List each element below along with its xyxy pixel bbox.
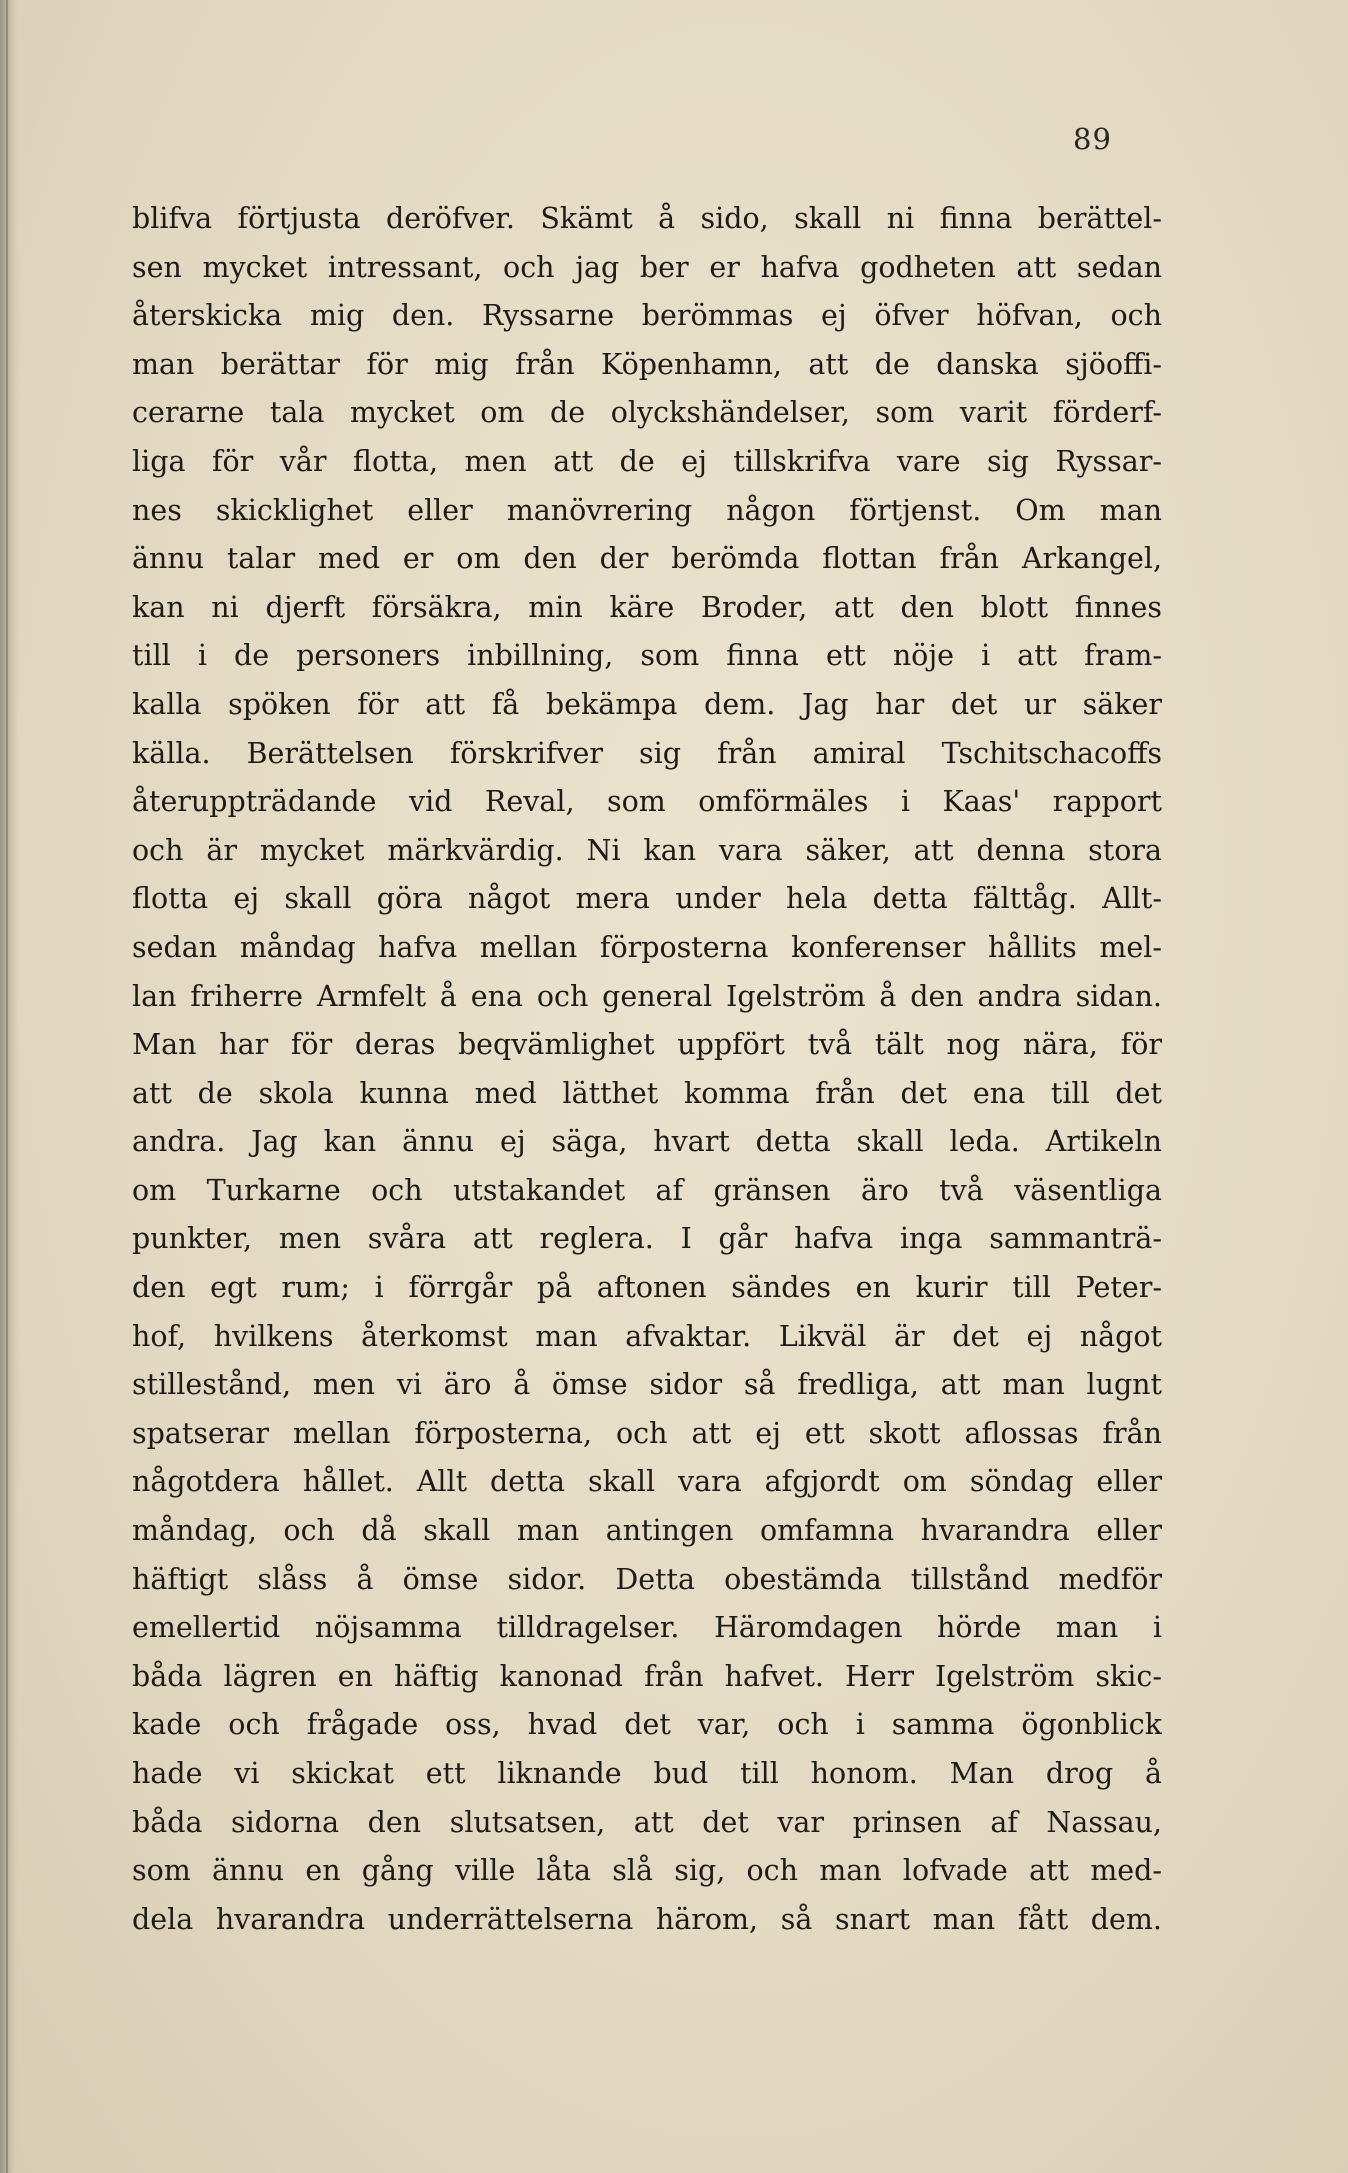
- text-line: emellertid nöjsamma tilldragelser. Häromdagen hörde man i: [132, 1611, 1162, 1645]
- text-line: den egt rum; i förrgår på aftonen sändes en kurir till Peter-: [132, 1271, 1162, 1305]
- text-line: kan ni djerft försäkra, min käre Broder, att den blott finnes: [132, 590, 1162, 624]
- text-line: blifva förtjusta deröfver. Skämt å sido, skall ni finna berättel-: [132, 202, 1162, 235]
- text-line: återuppträdande vid Reval, som omförmäles i Kaas' rapport: [132, 785, 1162, 819]
- text-line: nes skicklighet eller manövrering någon förtjenst. Om man: [132, 493, 1162, 527]
- text-line: hade vi skickat ett liknande bud till honom. Man drog å: [132, 1757, 1162, 1790]
- text-line: till i de personers inbillning, som finna ett nöje i att fram-: [132, 639, 1162, 673]
- text-line: som ännu en gång ville låta slå sig, och man lofvade att med-: [132, 1854, 1162, 1888]
- text-line: kalla spöken för att få bekämpa dem. Jag har det ur säker: [132, 687, 1162, 721]
- text-line: liga för vår flotta, men att de ej tillskrifva vare sig Ryssar-: [132, 444, 1162, 478]
- page-binding-line: [6, 0, 8, 2173]
- text-line: båda sidorna den slutsatsen, att det var prinsen af Nassau,: [132, 1805, 1162, 1839]
- text-line: cerarne tala mycket om de olyckshändelser, som varit förderf-: [132, 396, 1162, 430]
- text-line: stillestånd, men vi äro å ömse sidor så fredliga, att man lugnt: [132, 1368, 1162, 1402]
- text-line: båda lägren en häftig kanonad från hafvet. Herr Igelström skic-: [132, 1659, 1162, 1693]
- text-line: häftigt slåss å ömse sidor. Detta obestämda tillstånd medför: [132, 1562, 1162, 1596]
- text-line: punkter, men svåra att reglera. I går hafva inga sammanträ-: [132, 1222, 1162, 1256]
- text-line: ännu talar med er om den der berömda flottan från Arkangel,: [132, 542, 1162, 576]
- text-line: om Turkarne och utstakandet af gränsen äro två väsentliga: [132, 1173, 1162, 1207]
- text-line: måndag, och då skall man antingen omfamna hvarandra eller: [132, 1514, 1162, 1548]
- text-line: hof, hvilkens återkomst man afvaktar. Likväl är det ej något: [132, 1319, 1162, 1353]
- text-line: och är mycket märkvärdig. Ni kan vara säker, att denna stora: [132, 833, 1162, 867]
- text-line: andra. Jag kan ännu ej säga, hvart detta skall leda. Artikeln: [132, 1125, 1162, 1159]
- page-binding-edge: [0, 0, 20, 2173]
- text-line: sedan måndag hafva mellan förposterna konferenser hållits mel-: [132, 930, 1162, 964]
- text-line: källa. Berättelsen förskrifver sig från amiral Tschitschacoffs: [132, 736, 1162, 770]
- text-line: man berättar för mig från Köpenhamn, att de danska sjöoffi-: [132, 347, 1162, 381]
- text-line: någotdera hållet. Allt detta skall vara afgjordt om söndag eller: [132, 1465, 1162, 1499]
- text-line: återskicka mig den. Ryssarne berömmas ej öfver höfvan, och: [132, 299, 1162, 333]
- text-line: spatserar mellan förposterna, och att ej ett skott aflossas från: [132, 1416, 1162, 1450]
- text-line: sen mycket intressant, och jag ber er hafva godheten att sedan: [132, 250, 1162, 284]
- text-line: lan friherre Armfelt å ena och general Igelström å den andra sidan.: [132, 979, 1162, 1013]
- text-line: att de skola kunna med lätthet komma från det ena till det: [132, 1076, 1162, 1110]
- body-text: [132, 195, 1162, 1944]
- text-line: kade och frågade oss, hvad det var, och i samma ögonblick: [132, 1708, 1162, 1742]
- page-number: 89: [1073, 122, 1112, 156]
- text-line: flotta ej skall göra något mera under hela detta fälttåg. Allt-: [132, 882, 1162, 916]
- text-line: Man har för deras beqvämlighet uppfört två tält nog nära, för: [132, 1028, 1162, 1062]
- text-line: dela hvarandra underrättelserna härom, så snart man fått dem.: [132, 1902, 1162, 1936]
